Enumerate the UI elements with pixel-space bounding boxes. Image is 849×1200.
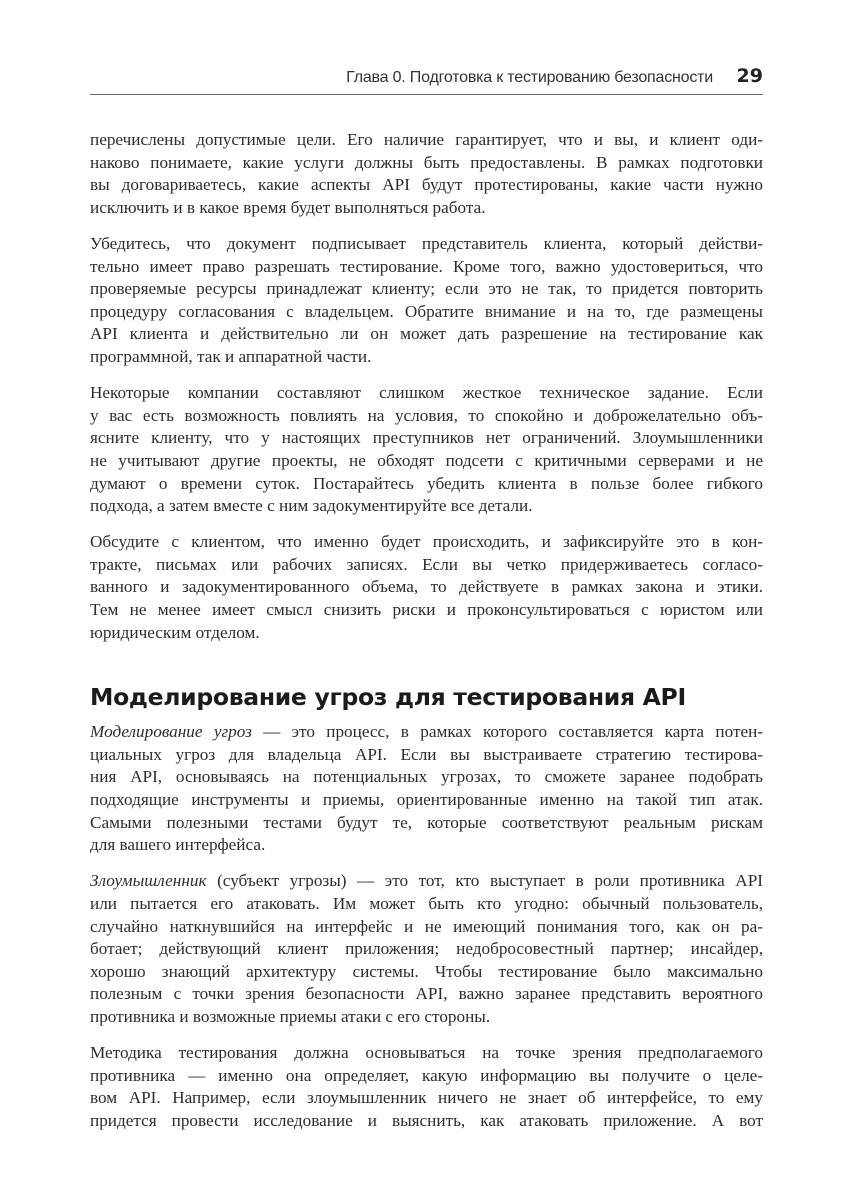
text-line: полезным с точки зрения безопасности API, важно заранее представить вероятного: [90, 984, 763, 1004]
text-line: ния API, основываясь на потенциальных угрозах, то сможете заранее подобрать: [90, 767, 763, 787]
text-line: хорошо знающий архитектуру системы. Чтобы тестирование было максимально: [90, 961, 763, 981]
text-line: Обсудите с клиентом, что именно будет происходить, и зафиксируйте это в кон-: [90, 532, 763, 552]
text-line: у вас есть возможность повлиять на условия, то спокойно и доброжелательно объ-: [90, 405, 763, 425]
text-line: Методика тестирования должна основываться на точке зрения предполагаемого: [90, 1043, 763, 1063]
text-span: — это процесс, в рамках которого составляется карта потен-: [251, 722, 764, 742]
text-line: API клиента и действительно ли он может дать разрешение на тестирование как: [90, 324, 763, 344]
text-line: проверяемые ресурсы принадлежат клиенту; если это не так, то придется повторить: [90, 279, 763, 299]
text-line: противника и возможные приемы атаки с его стороны.: [90, 1006, 491, 1026]
section-heading: Моделирование угроз для тестирования API: [90, 683, 686, 712]
text-line: ванного и задокументированного объема, то действуете в рамках закона и этики.: [90, 577, 763, 597]
paragraph: [90, 721, 763, 857]
text-line: наково понимаете, какие услуги должны быть предоставлены. В рамках подготовки: [90, 152, 763, 172]
text-line: Тем не менее имеет смысл снизить риски и проконсультироваться с юристом или: [90, 600, 763, 620]
text-line: тельно имеет право разрешать тестирование. Кроме того, важно удостовериться, что: [90, 256, 763, 276]
paragraph: [90, 531, 763, 644]
running-header: [90, 66, 763, 95]
paragraph: [90, 233, 763, 369]
page-body: [90, 129, 763, 1146]
text-line: Некоторые компании составляют слишком жесткое техническое задание. Если: [90, 383, 763, 403]
text-line: перечислены допустимые цели. Его наличие гарантирует, что и вы, и клиент оди-: [90, 130, 763, 149]
text-line: подходящие инструменты и приемы, ориентированные именно на такой тип атак.: [90, 790, 763, 810]
text-line: подхода, а затем вместе с ним задокументируйте все детали.: [90, 496, 533, 516]
paragraph: [90, 129, 763, 219]
text-line: [90, 721, 763, 744]
text-line: процедуру согласования с владельцем. Обратите внимание и на то, где размещены: [90, 301, 763, 321]
text-line: думают о времени суток. Постарайтесь убедить клиента в пользе более гибкого: [90, 473, 763, 493]
text-line: или пытается его атаковать. Им может быть кто угодно: обычный пользователь,: [90, 894, 763, 913]
text-line: не учитывают другие проекты, не обходят подсети с критичными серверами и не: [90, 450, 763, 470]
text-line: ботает; действующий клиент приложения; недобросовестный партнер; инсайдер,: [90, 939, 763, 959]
text-line: тракте, письмах или рабочих записях. Если вы четко придерживаетесь согласо-: [90, 554, 763, 574]
paragraph: [90, 1042, 763, 1132]
text-line: ясните клиенту, что у настоящих преступников нет ограничений. Злоумышленники: [90, 428, 763, 448]
page-number: 29: [736, 65, 763, 87]
text-line: вом API. Например, если злоумышленник ничего не знает об интерфейсе, то ему: [90, 1088, 763, 1108]
text-span: (субъект угрозы) — это тот, кто выступает в роли противника API: [206, 871, 763, 891]
text-line: придется провести исследование и выяснить, как атаковать приложение. А вот: [90, 1110, 763, 1130]
text-line: [90, 870, 763, 893]
text-line: для вашего интерфейса.: [90, 835, 266, 855]
text-line: циальных угроз для владельца API. Если вы выстраиваете стратегию тестирова-: [90, 744, 763, 764]
paragraph: [90, 870, 763, 1028]
text-line: противника — именно она определяет, какую информацию вы получите о целе-: [90, 1065, 763, 1085]
paragraph: [90, 382, 763, 518]
text-line: исключить и в какое время будет выполняться работа.: [90, 197, 486, 217]
italic-term: Злоумышленник: [90, 871, 207, 891]
text-line: случайно наткнувшийся на интерфейс и не имеющий понимания того, как он ра-: [90, 916, 763, 936]
text-line: Убедитесь, что документ подписывает представитель клиента, который действи-: [90, 233, 763, 253]
text-line: программной, так и аппаратной части.: [90, 346, 372, 366]
italic-term: Моделирование угроз: [90, 722, 252, 742]
text-line: юридическим отделом.: [90, 622, 260, 642]
text-line: вы договариваетесь, какие аспекты API будут протестированы, какие части нужно: [90, 175, 763, 195]
text-line: Самыми полезными тестами будут те, которые соответствуют реальным рискам: [90, 812, 763, 832]
running-title: Глава 0. Подготовка к тестированию безопасности: [346, 69, 713, 86]
